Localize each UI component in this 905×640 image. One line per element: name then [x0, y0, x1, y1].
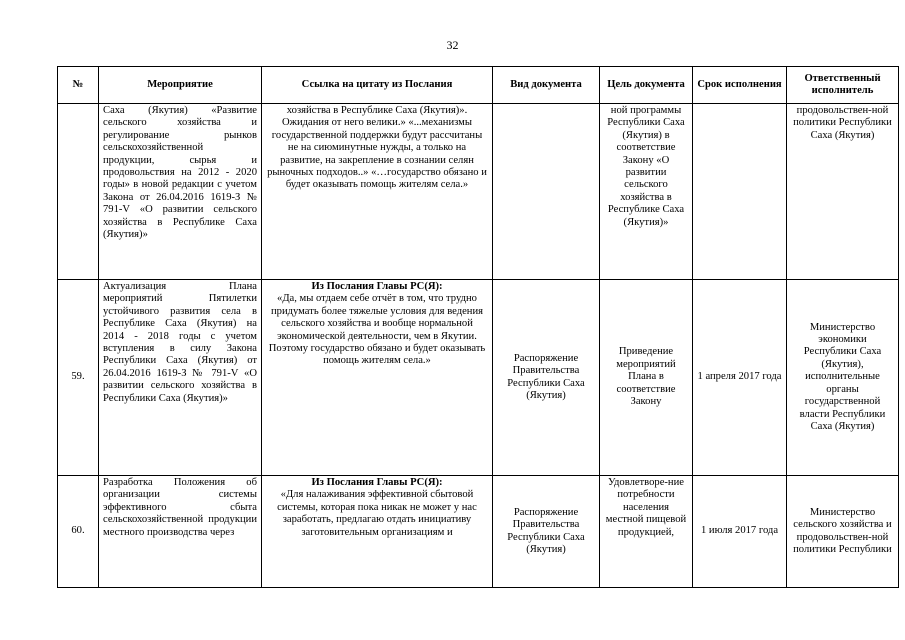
row-goal: Удовлетворе-ние потребности населения местной пищевой продукцией, — [600, 476, 693, 588]
row-doc: Распоряжение Правительства Республики Саха (Якутия) — [493, 476, 600, 588]
row-term — [693, 104, 787, 280]
row-num — [58, 104, 99, 280]
row-doc — [493, 104, 600, 280]
row-quote — [262, 476, 493, 588]
table-row — [58, 280, 899, 476]
row-resp: Министерство экономики Республики Саха (Якутия), исполнительные органы государственной власти Республики Саха (Якутия) — [787, 280, 899, 476]
row-goal: Приведение мероприятий Плана в соответствие Закону — [600, 280, 693, 476]
row-quote-heading: Из Послания Главы РС(Я): — [311, 477, 443, 488]
table-row — [58, 104, 899, 280]
page-number: 32 — [446, 38, 459, 52]
row-quote-text: «Для налаживания эффективной сбытовой системы, которая пока никак не может у нас заработать, предлагаю отдать инициативу заготовительным организациям и — [277, 489, 477, 538]
events-table — [57, 66, 899, 588]
row-event: Актуализация Плана мероприятий Пятилетки устойчивого развития села в Республике Саха (Якутия) на 2014 - 2018 годы с учетом вступления в силу Закона Республики Саха (Якутия) от 26.04.2016 1619-З № 791-V «О развитии сельского хозяйства в Республики Саха (Якутия)» — [99, 280, 262, 476]
row-num: 59. — [58, 280, 99, 476]
header-goal: Цель документа — [600, 67, 693, 104]
header-doc: Вид документа — [493, 67, 600, 104]
row-quote-text: «Да, мы отдаем себе отчёт в том, что трудно придумать более тяжелые условия для ведения сельского хозяйства и вообще нормальной экономической деятельности, чем в Якутии. Поэтому государство обязано и будет оказывать помощь жителям села.» — [268, 293, 486, 367]
table-header-row — [58, 67, 899, 104]
row-term: 1 апреля 2017 года — [693, 280, 787, 476]
row-event: Разработка Положения об организации системы эффективного сбыта сельскохозяйственной продукции местного производства через — [99, 476, 262, 588]
row-num: 60. — [58, 476, 99, 588]
row-quote — [262, 104, 493, 280]
row-quote-heading: Из Послания Главы РС(Я): — [311, 281, 443, 292]
row-event: Саха (Якутия) «Развитие сельского хозяйства и регулирование рынков сельскохозяйственной продукции, сырья и продовольствия на 2012 - 2020 годы» в новой редакции с учетом Закона от 26.04.2016 1619-З № 791-V «О развитии сельского хозяйства в Республике Саха (Якутия)» — [99, 104, 262, 280]
row-resp: продовольствен-ной политики Республики Саха (Якутия) — [787, 104, 899, 280]
row-resp: Министерство сельского хозяйства и продовольствен-ной политики Республики — [787, 476, 899, 588]
row-doc: Распоряжение Правительства Республики Саха (Якутия) — [493, 280, 600, 476]
row-goal: ной программы Республики Саха (Якутия) в соответствие Закону «О развитии сельского хозяйства в Республике Саха (Якутия)» — [600, 104, 693, 280]
header-resp: Ответственный исполнитель — [787, 67, 899, 104]
row-quote-text: хозяйства в Республике Саха (Якутия)». Ожидания от него велики.» «...механизмы государственной поддержки будут рассчитаны не на сиюминутные нужды, а только на развитие, на закрепление в сознании селян рыночных подходов..» «…государство обязано и будет оказывать помощь жителям села.» — [267, 105, 487, 191]
row-term: 1 июля 2017 года — [693, 476, 787, 588]
header-num: № — [58, 67, 99, 104]
row-quote — [262, 280, 493, 476]
header-term: Срок исполнения — [693, 67, 787, 104]
header-quote: Ссылка на цитату из Послания — [262, 67, 493, 104]
header-event: Мероприятие — [99, 67, 262, 104]
table-row — [58, 476, 899, 588]
